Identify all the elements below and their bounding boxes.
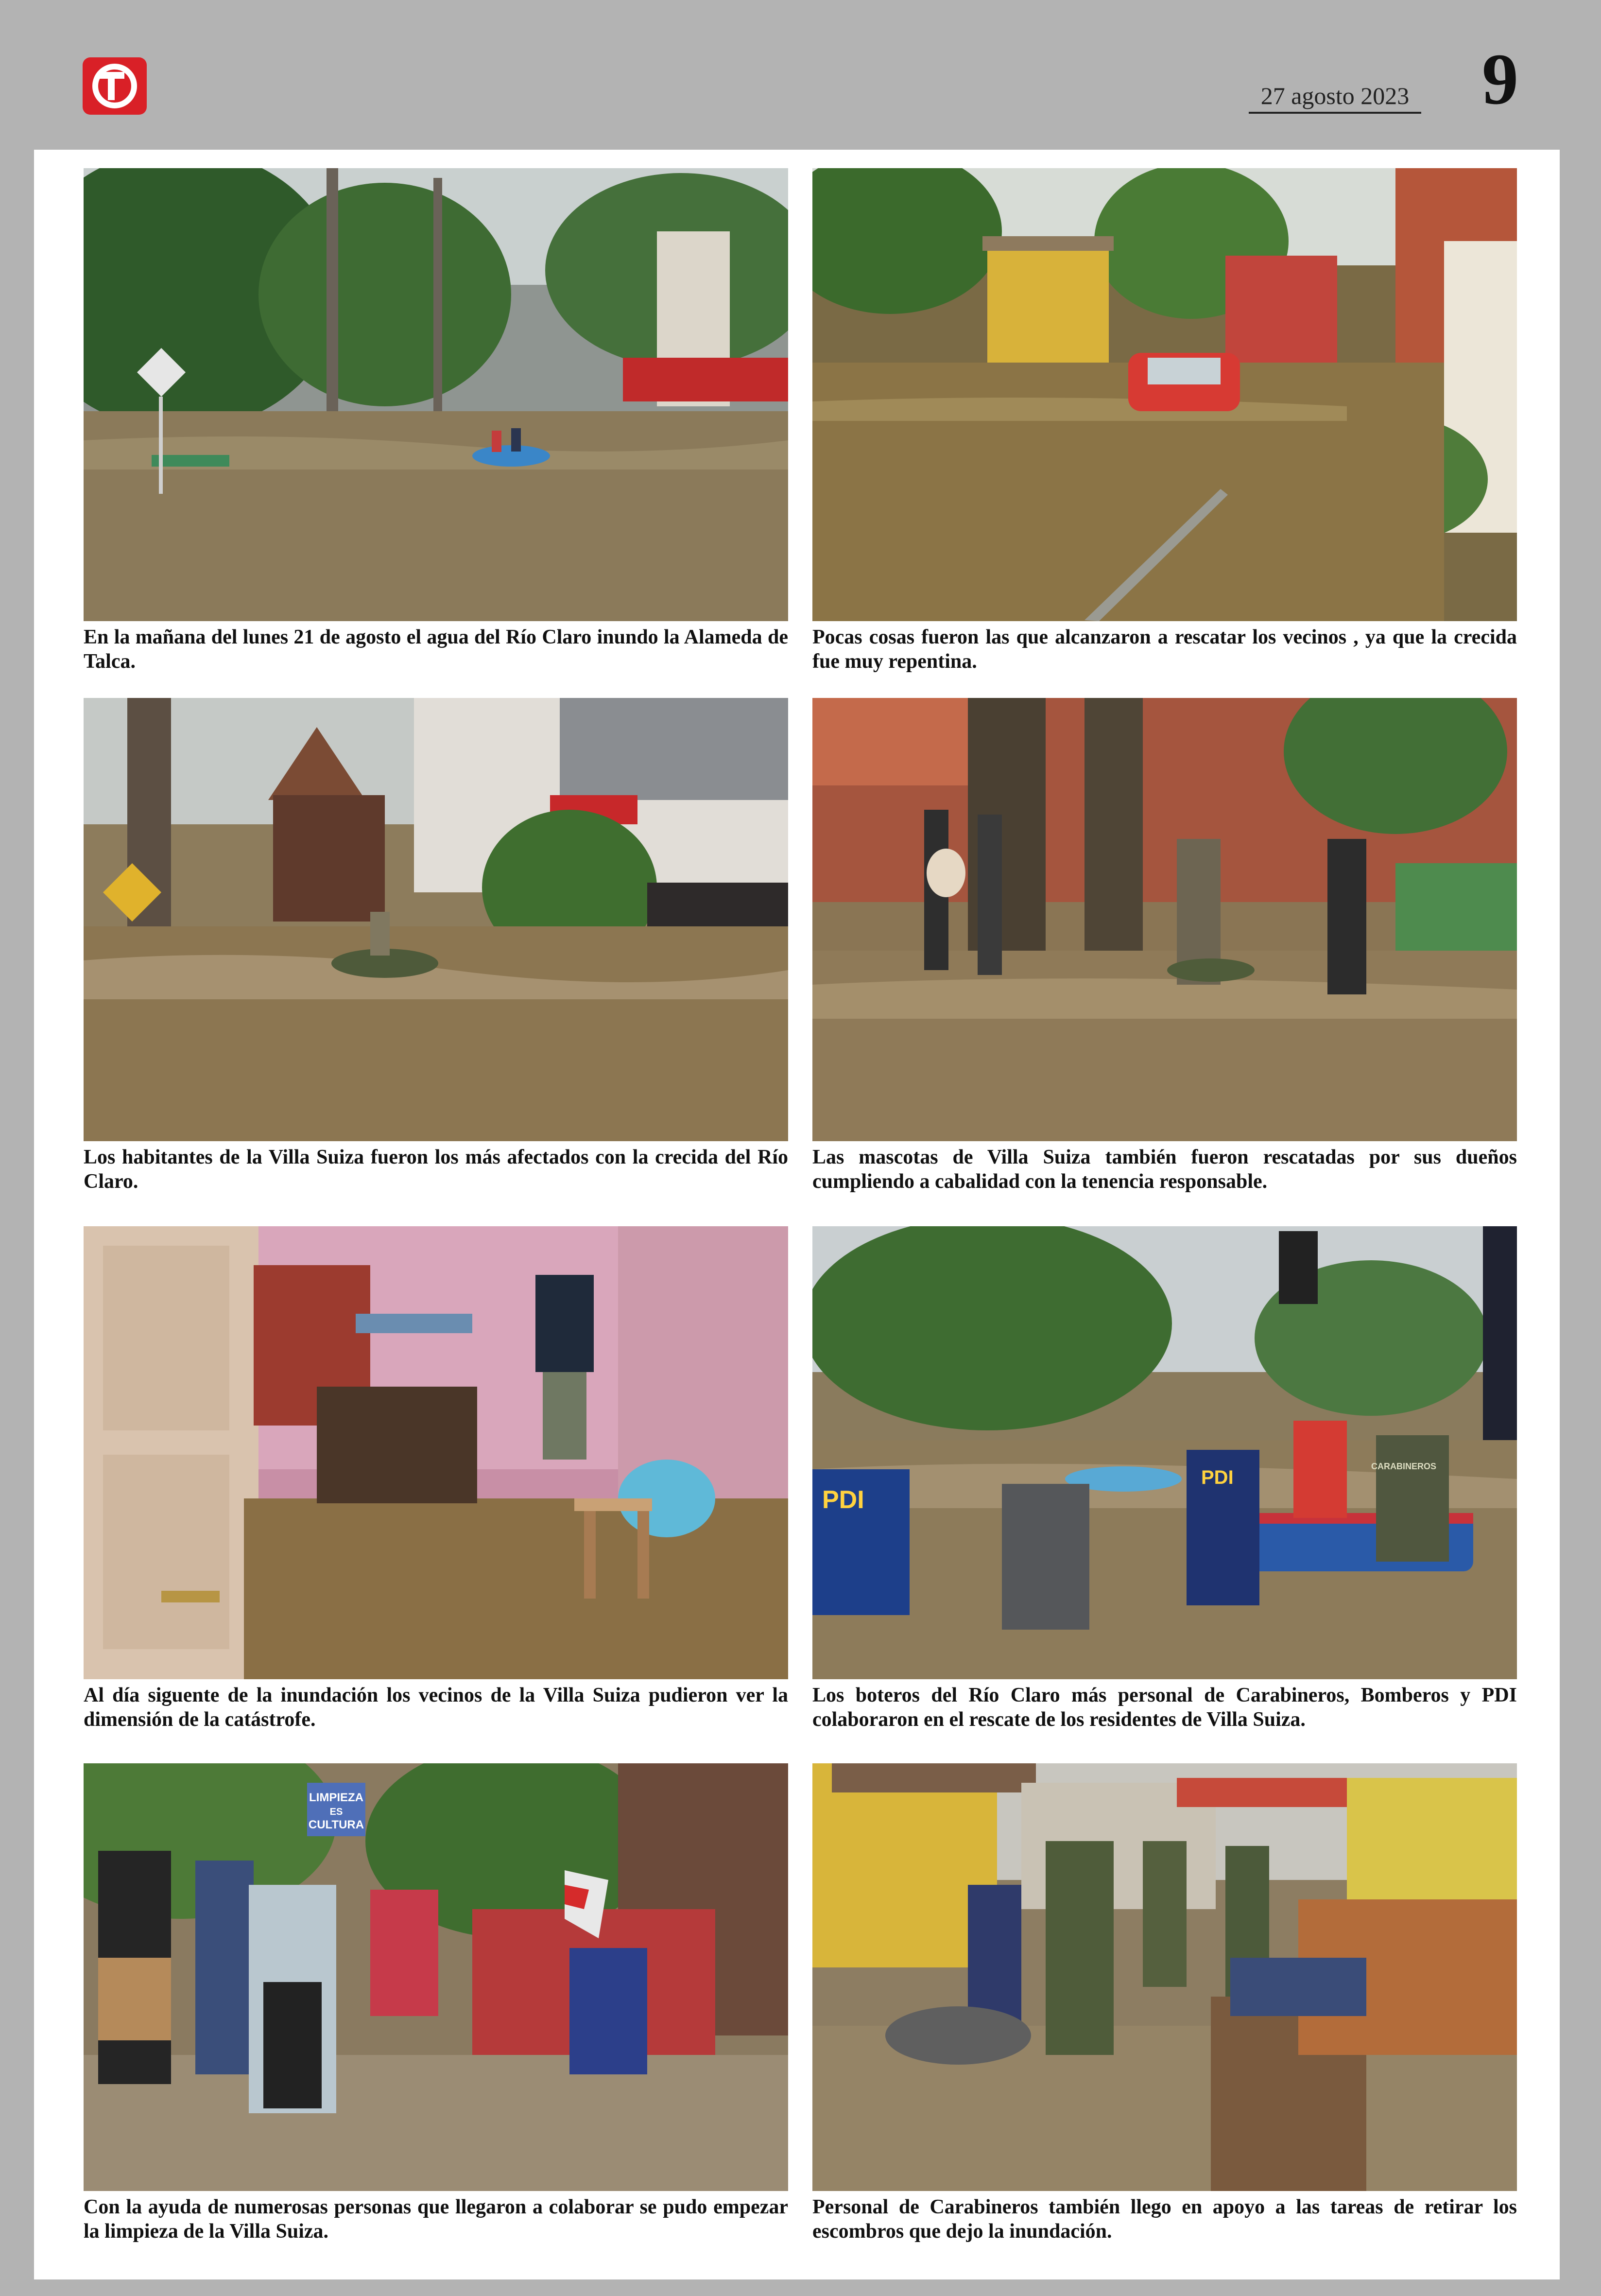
photo-caption: Personal de Carabineros también llego en apoyo a las tareas de retirar los escombros que dejo la inundación. [812,2196,1517,2243]
photo-caption: Las mascotas de Villa Suiza también fueron rescatadas por sus dueños cumpliendo a cabalidad con la tenencia responsable. [812,1146,1517,1193]
photo-caption: Con la ayuda de numerosas personas que llegaron a colaborar se pudo empezar la limpieza de la Villa Suiza. [84,2196,788,2243]
boat-rescue-photo [812,1226,1517,1679]
raft-rescue-photo [84,698,788,1141]
photo-caption: Los boteros del Río Claro más personal de Carabineros, Bomberos y PDI colaboraron en el rescate de los residentes de Villa Suiza. [812,1684,1517,1731]
limpieza-sign-line1: LIMPIEZA [309,1791,363,1804]
photo-cell-8 [812,1763,1517,2244]
limpieza-sign-line2: ES [329,1807,343,1817]
diario-logo-icon [83,57,147,115]
photo-cell-1 [84,168,788,674]
photo-cell-5 [84,1226,788,1732]
limpieza-sign-line3: CULTURA [308,1818,364,1831]
photo-caption: En la mañana del lunes 21 de agosto el agua del Río Claro inundo la Alameda de Talca. [84,626,788,673]
photo-caption: Al día siguente de la inundación los vecinos de la Villa Suiza pudieron ver la dimensión de la catástrofe. [84,1684,788,1731]
photo-cell-4 [812,698,1517,1194]
pets-rescue-photo [812,698,1517,1141]
flooded-avenue-photo [84,168,788,621]
photo-caption: Los habitantes de la Villa Suiza fueron los más afectados con la crecida del Río Claro. [84,1146,788,1193]
photo-cell-6 [812,1226,1517,1732]
issue-date: 27 agosto 2023 [1249,82,1421,114]
debris-removal-photo [812,1763,1517,2191]
flooded-interior-photo [84,1226,788,1679]
pdi-vest-label: PDI [822,1486,864,1514]
photo-caption: Pocas cosas fueron las que alcanzaron a rescatar los vecinos , ya que la crecida fue muy repentina. [812,626,1517,673]
page-number: 9 [1482,39,1518,120]
photo-cell-3 [84,698,788,1194]
photo-page [34,150,1560,2279]
flooded-street-car-photo [812,168,1517,621]
photo-cell-2 [812,168,1517,674]
carabineros-vest-label: CARABINEROS [1371,1461,1437,1471]
cleanup-volunteers-photo [84,1763,788,2191]
pdi-vest-label-2: PDI [1201,1467,1234,1488]
photo-cell-7 [84,1763,788,2244]
